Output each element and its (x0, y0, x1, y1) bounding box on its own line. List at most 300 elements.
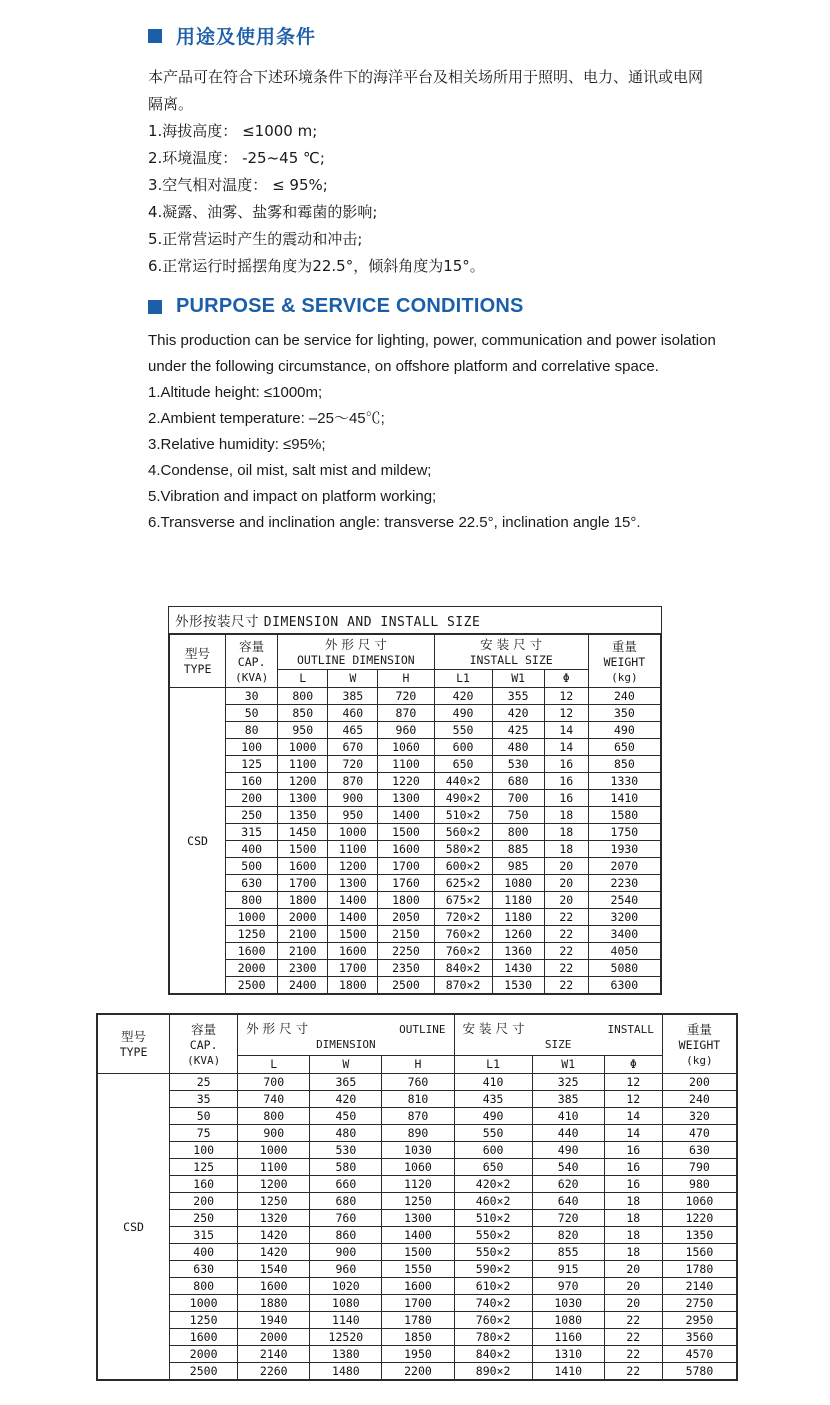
cell-phi: 16 (604, 1176, 662, 1193)
cell-capacity: 50 (170, 1108, 238, 1125)
cell-W: 530 (310, 1142, 382, 1159)
cell-L1: 625×2 (434, 875, 492, 892)
cell-type: CSD (170, 688, 226, 994)
cell-W: 1700 (328, 960, 378, 977)
table-row (98, 1159, 737, 1176)
chinese-item-3: 3.空气相对温度： ≤ 95%; (148, 176, 328, 194)
cell-W: 960 (310, 1261, 382, 1278)
cell-phi: 16 (544, 773, 588, 790)
cell-phi: 22 (544, 977, 588, 994)
cell-phi: 18 (544, 824, 588, 841)
cell-W1: 480 (492, 739, 544, 756)
cell-weight: 5780 (662, 1363, 736, 1380)
cell-W: 1080 (310, 1295, 382, 1312)
cell-W: 950 (328, 807, 378, 824)
cell-L: 1940 (238, 1312, 310, 1329)
header-outline-row (238, 1019, 453, 1037)
cell-H: 890 (382, 1125, 454, 1142)
cell-weight: 2540 (588, 892, 660, 909)
cell-L: 1600 (238, 1278, 310, 1295)
table-row (170, 688, 661, 705)
chinese-section-heading (148, 22, 316, 49)
table-row (170, 841, 661, 858)
table-row (98, 1210, 737, 1227)
table-1-title (169, 607, 661, 634)
cell-L: 2140 (238, 1346, 310, 1363)
cell-H: 2500 (378, 977, 434, 994)
chinese-item-6: 6.正常运行时摇摆角度为22.5°，倾斜角度为15°。 (148, 257, 485, 275)
english-item-3: 3.Relative humidity: ≤95%; (148, 436, 326, 453)
cell-H: 720 (378, 688, 434, 705)
cell-W: 480 (310, 1125, 382, 1142)
cell-L1: 490 (454, 1108, 532, 1125)
cell-H: 1060 (378, 739, 434, 756)
cell-weight: 1560 (662, 1244, 736, 1261)
header-weight-cn: 重量 (611, 638, 637, 654)
cell-H: 1300 (378, 790, 434, 807)
cell-capacity: 1600 (170, 1329, 238, 1346)
cell-capacity: 80 (226, 722, 278, 739)
cell-phi: 22 (544, 909, 588, 926)
header-capacity-cn: 容量 (239, 638, 265, 654)
chinese-heading-text: 用途及使用条件 (176, 26, 317, 48)
cell-capacity: 25 (170, 1074, 238, 1091)
cell-L1: 600 (454, 1142, 532, 1159)
table-row (170, 977, 661, 994)
table-2-body (98, 1074, 737, 1380)
cell-capacity: 2500 (226, 977, 278, 994)
cell-H: 870 (378, 705, 434, 722)
table-row (170, 960, 661, 977)
subheader-W1: W1 (492, 670, 544, 688)
cell-W: 860 (310, 1227, 382, 1244)
cell-L: 1420 (238, 1244, 310, 1261)
table-row (98, 1346, 737, 1363)
cell-H: 1700 (378, 858, 434, 875)
table-row (170, 943, 661, 960)
cell-L1: 600 (434, 739, 492, 756)
cell-W1: 490 (532, 1142, 604, 1159)
cell-H: 2350 (378, 960, 434, 977)
cell-L1: 610×2 (454, 1278, 532, 1295)
cell-H: 2200 (382, 1363, 454, 1380)
cell-L1: 650 (454, 1159, 532, 1176)
english-item-1: 1.Altitude height: ≤1000m; (148, 384, 323, 401)
cell-weight: 850 (588, 756, 660, 773)
cell-W: 1140 (310, 1312, 382, 1329)
cell-W1: 530 (492, 756, 544, 773)
cell-capacity: 800 (170, 1278, 238, 1295)
table-row (170, 875, 661, 892)
cell-capacity: 1600 (226, 943, 278, 960)
cell-phi: 16 (604, 1142, 662, 1159)
cell-type: CSD (98, 1074, 170, 1380)
cell-W: 1400 (328, 909, 378, 926)
cell-W1: 385 (532, 1091, 604, 1108)
header-outline-cn: 外 形 尺 寸 (324, 637, 387, 652)
cell-L: 2260 (238, 1363, 310, 1380)
cell-W: 660 (310, 1176, 382, 1193)
cell-L1: 460×2 (454, 1193, 532, 1210)
cell-capacity: 500 (226, 858, 278, 875)
square-bullet-icon (148, 300, 162, 314)
cell-capacity: 125 (226, 756, 278, 773)
table-row (170, 756, 661, 773)
cell-L1: 410 (454, 1074, 532, 1091)
table-row (98, 1363, 737, 1380)
dimension-install-size-table-2 (96, 1013, 738, 1381)
cell-weight: 2070 (588, 858, 660, 875)
header-capacity-unit: (KVA) (235, 670, 269, 684)
cell-phi: 12 (544, 688, 588, 705)
cell-phi: 20 (604, 1261, 662, 1278)
cell-L1: 650 (434, 756, 492, 773)
cell-W1: 700 (492, 790, 544, 807)
cell-W1: 440 (532, 1125, 604, 1142)
header-install-en-2: SIZE (544, 1037, 572, 1051)
cell-W: 1020 (310, 1278, 382, 1295)
cell-H: 1220 (378, 773, 434, 790)
header-capacity-en: CAP. (237, 654, 266, 669)
cell-weight: 240 (588, 688, 660, 705)
cell-capacity: 2000 (170, 1346, 238, 1363)
cell-L1: 840×2 (454, 1346, 532, 1363)
cell-L1: 490×2 (434, 790, 492, 807)
cell-W1: 820 (532, 1227, 604, 1244)
cell-L: 1200 (278, 773, 328, 790)
chinese-item-2: 2.环境温度： -25~45 ℃; (148, 149, 325, 167)
cell-L: 1200 (238, 1176, 310, 1193)
cell-H: 1600 (382, 1278, 454, 1295)
english-section-heading (148, 295, 524, 318)
cell-L1: 550 (434, 722, 492, 739)
cell-H: 1100 (378, 756, 434, 773)
header-capacity-en: CAP. (189, 1037, 218, 1052)
cell-W: 680 (310, 1193, 382, 1210)
chinese-item-1: 1.海拔高度： ≤1000 m; (148, 122, 318, 140)
table-1-title-cn: 外形按装尺寸 (175, 614, 259, 630)
header-type-en: TYPE (119, 1045, 148, 1059)
table-row (170, 773, 661, 790)
cell-capacity: 630 (170, 1261, 238, 1278)
chinese-body (148, 64, 708, 280)
cell-L1: 550×2 (454, 1227, 532, 1244)
header-capacity-unit: (KVA) (187, 1053, 221, 1067)
cell-H: 1780 (382, 1312, 454, 1329)
cell-W: 720 (328, 756, 378, 773)
cell-phi: 22 (544, 943, 588, 960)
cell-H: 1500 (378, 824, 434, 841)
cell-W: 1300 (328, 875, 378, 892)
cell-capacity: 200 (170, 1193, 238, 1210)
table-row (98, 1108, 737, 1125)
cell-phi: 20 (544, 858, 588, 875)
cell-weight: 4570 (662, 1346, 736, 1363)
cell-W: 1600 (328, 943, 378, 960)
cell-L: 2000 (278, 909, 328, 926)
cell-W1: 425 (492, 722, 544, 739)
cell-W1: 1180 (492, 892, 544, 909)
cell-capacity: 100 (170, 1142, 238, 1159)
header-outline-en: OUTLINE (399, 1022, 446, 1036)
cell-W: 670 (328, 739, 378, 756)
cell-L1: 590×2 (454, 1261, 532, 1278)
header-weight-cn: 重量 (686, 1021, 712, 1037)
cell-H: 1500 (382, 1244, 454, 1261)
cell-W1: 1160 (532, 1329, 604, 1346)
cell-H: 1700 (382, 1295, 454, 1312)
subheader-L1: L1 (454, 1056, 532, 1074)
header-capacity (170, 1015, 238, 1074)
header-type-cn: 型号 (121, 1029, 147, 1044)
header-outline-dimension (278, 635, 434, 670)
cell-W1: 1430 (492, 960, 544, 977)
cell-W: 1500 (328, 926, 378, 943)
cell-W: 1380 (310, 1346, 382, 1363)
cell-W1: 640 (532, 1193, 604, 1210)
cell-L: 2100 (278, 926, 328, 943)
cell-phi: 20 (604, 1278, 662, 1295)
cell-capacity: 35 (170, 1091, 238, 1108)
cell-phi: 22 (544, 926, 588, 943)
cell-W1: 1360 (492, 943, 544, 960)
table-row (98, 1176, 737, 1193)
cell-W: 465 (328, 722, 378, 739)
cell-capacity: 50 (226, 705, 278, 722)
cell-W: 900 (328, 790, 378, 807)
cell-weight: 790 (662, 1159, 736, 1176)
cell-L1: 840×2 (434, 960, 492, 977)
cell-L1: 720×2 (434, 909, 492, 926)
cell-L: 2000 (238, 1329, 310, 1346)
cell-phi: 18 (604, 1193, 662, 1210)
table-1-title-en: DIMENSION AND INSTALL SIZE (263, 615, 481, 630)
cell-capacity: 200 (226, 790, 278, 807)
header-type-cn: 型号 (185, 646, 211, 661)
cell-W1: 540 (532, 1159, 604, 1176)
cell-W1: 1260 (492, 926, 544, 943)
table-row (170, 926, 661, 943)
cell-L1: 675×2 (434, 892, 492, 909)
subheader-L: L (278, 670, 328, 688)
table-row (98, 1227, 737, 1244)
cell-weight: 4050 (588, 943, 660, 960)
cell-W1: 800 (492, 824, 544, 841)
cell-phi: 18 (544, 807, 588, 824)
cell-weight: 980 (662, 1176, 736, 1193)
cell-capacity: 1000 (226, 909, 278, 926)
cell-phi: 14 (604, 1108, 662, 1125)
english-heading-text: PURPOSE & SERVICE CONDITIONS (176, 295, 524, 317)
cell-W1: 410 (532, 1108, 604, 1125)
cell-W: 1480 (310, 1363, 382, 1380)
subheader-W1: W1 (532, 1056, 604, 1074)
cell-weight: 3400 (588, 926, 660, 943)
cell-weight: 1580 (588, 807, 660, 824)
cell-phi: 16 (604, 1159, 662, 1176)
cell-weight: 630 (662, 1142, 736, 1159)
table-row (98, 1074, 737, 1091)
table-row (98, 1244, 737, 1261)
cell-L: 1880 (238, 1295, 310, 1312)
cell-W1: 420 (492, 705, 544, 722)
cell-weight: 6300 (588, 977, 660, 994)
cell-H: 2250 (378, 943, 434, 960)
subheader-L1: L1 (434, 670, 492, 688)
table-row (170, 858, 661, 875)
cell-weight: 1220 (662, 1210, 736, 1227)
cell-W1: 1410 (532, 1363, 604, 1380)
cell-L1: 420 (434, 688, 492, 705)
cell-W: 580 (310, 1159, 382, 1176)
cell-phi: 14 (604, 1125, 662, 1142)
cell-L: 800 (278, 688, 328, 705)
cell-L: 1600 (278, 858, 328, 875)
cell-L: 900 (238, 1125, 310, 1142)
table-row (170, 909, 661, 926)
table-row (170, 739, 661, 756)
table-row (170, 722, 661, 739)
table-row (98, 1295, 737, 1312)
cell-W: 420 (310, 1091, 382, 1108)
cell-capacity: 250 (226, 807, 278, 824)
table-row (98, 1125, 737, 1142)
table-row (98, 1312, 737, 1329)
cell-H: 760 (382, 1074, 454, 1091)
table-2 (97, 1014, 737, 1380)
cell-L: 1100 (238, 1159, 310, 1176)
cell-W1: 1080 (532, 1312, 604, 1329)
cell-capacity: 1250 (226, 926, 278, 943)
cell-W: 365 (310, 1074, 382, 1091)
header-weight (662, 1015, 736, 1074)
header-outline-cn: 外 形 尺 寸 (246, 1020, 309, 1036)
cell-W: 12520 (310, 1329, 382, 1346)
table-1-header-row (170, 635, 661, 670)
header-outline-en: OUTLINE DIMENSION (297, 653, 415, 667)
cell-L1: 510×2 (454, 1210, 532, 1227)
header-weight-en: WEIGHT (603, 654, 646, 669)
cell-H: 1300 (382, 1210, 454, 1227)
cell-weight: 3200 (588, 909, 660, 926)
cell-W: 1400 (328, 892, 378, 909)
cell-H: 1120 (382, 1176, 454, 1193)
cell-H: 1060 (382, 1159, 454, 1176)
header-install-en: INSTALL SIZE (469, 653, 553, 667)
cell-W1: 355 (492, 688, 544, 705)
cell-W: 460 (328, 705, 378, 722)
cell-L: 1100 (278, 756, 328, 773)
cell-W: 1200 (328, 858, 378, 875)
cell-W1: 620 (532, 1176, 604, 1193)
table-row (98, 1091, 737, 1108)
cell-H: 2150 (378, 926, 434, 943)
header-type (170, 635, 226, 688)
cell-weight: 2140 (662, 1278, 736, 1295)
cell-phi: 18 (604, 1227, 662, 1244)
cell-W1: 885 (492, 841, 544, 858)
english-item-2: 2.Ambient temperature: –25～45℃; (148, 410, 385, 427)
cell-weight: 1930 (588, 841, 660, 858)
cell-L: 1500 (278, 841, 328, 858)
table-row (98, 1278, 737, 1295)
cell-L1: 550 (454, 1125, 532, 1142)
chinese-intro: 本产品可在符合下述环境条件下的海洋平台及相关场所用于照明、电力、通讯或电网隔离。 (148, 68, 704, 113)
cell-L: 2100 (278, 943, 328, 960)
cell-weight: 1750 (588, 824, 660, 841)
table-2-header-row (98, 1015, 737, 1056)
cell-phi: 22 (604, 1363, 662, 1380)
dimension-install-size-table-1 (168, 606, 662, 995)
cell-H: 1850 (382, 1329, 454, 1346)
cell-L1: 550×2 (454, 1244, 532, 1261)
cell-phi: 16 (544, 756, 588, 773)
cell-L: 850 (278, 705, 328, 722)
header-type-en: TYPE (183, 662, 212, 676)
cell-phi: 14 (544, 722, 588, 739)
cell-weight: 470 (662, 1125, 736, 1142)
cell-capacity: 125 (170, 1159, 238, 1176)
header-weight-unit: (kg) (611, 670, 638, 684)
cell-L: 1320 (238, 1210, 310, 1227)
cell-W1: 720 (532, 1210, 604, 1227)
cell-L1: 420×2 (454, 1176, 532, 1193)
header-weight (588, 635, 660, 688)
table-row (170, 824, 661, 841)
cell-L: 1420 (238, 1227, 310, 1244)
cell-L: 2300 (278, 960, 328, 977)
subheader-W: W (310, 1056, 382, 1074)
table-row (170, 807, 661, 824)
cell-weight: 1410 (588, 790, 660, 807)
header-install-en: INSTALL (607, 1022, 654, 1036)
cell-W1: 855 (532, 1244, 604, 1261)
cell-weight: 320 (662, 1108, 736, 1125)
cell-L1: 580×2 (434, 841, 492, 858)
cell-W1: 1080 (492, 875, 544, 892)
cell-L: 800 (238, 1108, 310, 1125)
table-1 (169, 634, 661, 994)
cell-H: 1800 (378, 892, 434, 909)
cell-weight: 2750 (662, 1295, 736, 1312)
cell-H: 1030 (382, 1142, 454, 1159)
cell-W1: 1180 (492, 909, 544, 926)
cell-H: 1760 (378, 875, 434, 892)
cell-W1: 325 (532, 1074, 604, 1091)
cell-W: 1100 (328, 841, 378, 858)
cell-W1: 970 (532, 1278, 604, 1295)
cell-L: 1700 (278, 875, 328, 892)
cell-L1: 870×2 (434, 977, 492, 994)
cell-L: 700 (238, 1074, 310, 1091)
cell-L1: 740×2 (454, 1295, 532, 1312)
english-intro: This production can be service for lighting, power, communication and power isolation under the following circumstance, on offshore platform and correlative space. (148, 332, 716, 375)
cell-L1: 490 (434, 705, 492, 722)
header-install-cn: 安 装 尺 寸 (462, 1020, 525, 1036)
cell-capacity: 315 (170, 1227, 238, 1244)
header-install-cn: 安 装 尺 寸 (480, 637, 543, 652)
cell-weight: 5080 (588, 960, 660, 977)
cell-capacity: 315 (226, 824, 278, 841)
chinese-item-5: 5.正常营运时产生的震动和冲击; (148, 230, 363, 248)
cell-weight: 1330 (588, 773, 660, 790)
cell-L1: 560×2 (434, 824, 492, 841)
cell-phi: 22 (604, 1312, 662, 1329)
cell-H: 1400 (382, 1227, 454, 1244)
subheader-H: H (382, 1056, 454, 1074)
cell-capacity: 400 (226, 841, 278, 858)
table-row (98, 1193, 737, 1210)
